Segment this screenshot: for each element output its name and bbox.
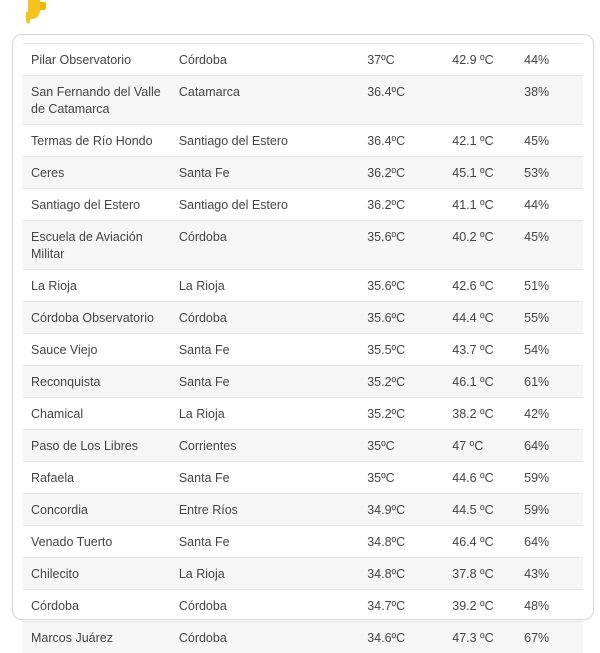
temperature-cell: 35.2ºC [359, 366, 444, 398]
humidity-cell: 59% [516, 494, 583, 526]
humidity-cell: 45% [516, 125, 583, 157]
table-row [23, 558, 583, 590]
temperature-cell: 34.7ºC [359, 590, 444, 622]
thermal-sensation-cell: 42.1 ºC [444, 125, 516, 157]
station-name-cell: Ceres [23, 157, 171, 189]
humidity-cell: 38% [516, 76, 583, 125]
province-cell: Santa Fe [171, 366, 359, 398]
temperature-cell: 35.6ºC [359, 270, 444, 302]
station-name-cell: Escuela de Aviación Militar [23, 221, 171, 270]
thermal-sensation-cell: 47.3 ºC [444, 622, 516, 653]
province-cell: La Rioja [171, 558, 359, 590]
station-name-cell: Córdoba Observatorio [23, 302, 171, 334]
thermal-sensation-cell [444, 76, 516, 125]
humidity-cell: 45% [516, 221, 583, 270]
thermal-sensation-cell: 46.4 ºC [444, 526, 516, 558]
station-name-cell: Santiago del Estero [23, 189, 171, 221]
humidity-cell: 51% [516, 270, 583, 302]
temperature-cell: 37ºC [359, 44, 444, 76]
station-name-cell: San Fernando del Valle de Catamarca [23, 76, 171, 125]
humidity-cell: 59% [516, 462, 583, 494]
table-row [23, 334, 583, 366]
table-row [23, 526, 583, 558]
humidity-cell: 48% [516, 590, 583, 622]
table-row [23, 302, 583, 334]
province-cell: La Rioja [171, 270, 359, 302]
table-row [23, 44, 583, 76]
table-row [23, 76, 583, 125]
humidity-cell: 64% [516, 430, 583, 462]
station-name-cell: La Rioja [23, 270, 171, 302]
table-row [23, 430, 583, 462]
station-name-cell: Córdoba [23, 590, 171, 622]
temperature-table [23, 43, 583, 653]
table-row [23, 494, 583, 526]
thermal-sensation-cell: 45.1 ºC [444, 157, 516, 189]
temperature-cell: 34.8ºC [359, 526, 444, 558]
province-cell: Santa Fe [171, 334, 359, 366]
province-cell: Santa Fe [171, 157, 359, 189]
station-name-cell: Rafaela [23, 462, 171, 494]
temperature-cell: 36.2ºC [359, 157, 444, 189]
humidity-cell: 44% [516, 189, 583, 221]
table-row [23, 125, 583, 157]
province-cell: Catamarca [171, 76, 359, 125]
humidity-cell: 43% [516, 558, 583, 590]
temperature-cell: 35.5ºC [359, 334, 444, 366]
thermal-sensation-cell: 44.6 ºC [444, 462, 516, 494]
humidity-cell: 44% [516, 44, 583, 76]
station-name-cell: Termas de Río Hondo [23, 125, 171, 157]
province-cell: Córdoba [171, 622, 359, 653]
temperature-cell: 36.2ºC [359, 189, 444, 221]
province-cell: La Rioja [171, 398, 359, 430]
temperature-table-card [12, 34, 594, 620]
province-cell: Santiago del Estero [171, 189, 359, 221]
thermal-sensation-cell: 37.8 ºC [444, 558, 516, 590]
temperature-cell: 34.9ºC [359, 494, 444, 526]
station-name-cell: Concordia [23, 494, 171, 526]
temperature-cell: 35.6ºC [359, 302, 444, 334]
temperature-cell: 35ºC [359, 462, 444, 494]
station-name-cell: Chilecito [23, 558, 171, 590]
table-row [23, 590, 583, 622]
humidity-cell: 53% [516, 157, 583, 189]
thermal-sensation-cell: 47 ºC [444, 430, 516, 462]
humidity-cell: 54% [516, 334, 583, 366]
thermal-sensation-cell: 41.1 ºC [444, 189, 516, 221]
table-row [23, 189, 583, 221]
table-row [23, 398, 583, 430]
thermal-sensation-cell: 43.7 ºC [444, 334, 516, 366]
humidity-cell: 55% [516, 302, 583, 334]
thermal-sensation-cell: 42.9 ºC [444, 44, 516, 76]
table-row [23, 157, 583, 189]
station-name-cell: Pilar Observatorio [23, 44, 171, 76]
thermal-sensation-cell: 38.2 ºC [444, 398, 516, 430]
station-name-cell: Reconquista [23, 366, 171, 398]
temperature-cell: 36.4ºC [359, 125, 444, 157]
humidity-cell: 64% [516, 526, 583, 558]
table-row [23, 622, 583, 653]
temperature-cell: 35.2ºC [359, 398, 444, 430]
station-name-cell: Sauce Viejo [23, 334, 171, 366]
province-cell: Córdoba [171, 302, 359, 334]
pointing-hand-emoji-icon [14, 0, 48, 24]
table-row [23, 462, 583, 494]
temperature-cell: 35ºC [359, 430, 444, 462]
province-cell: Santiago del Estero [171, 125, 359, 157]
humidity-cell: 42% [516, 398, 583, 430]
humidity-cell: 61% [516, 366, 583, 398]
station-name-cell: Venado Tuerto [23, 526, 171, 558]
table-row [23, 366, 583, 398]
province-cell: Corrientes [171, 430, 359, 462]
temperature-cell: 36.4ºC [359, 76, 444, 125]
province-cell: Santa Fe [171, 462, 359, 494]
thermal-sensation-cell: 44.4 ºC [444, 302, 516, 334]
thermal-sensation-cell: 40.2 ºC [444, 221, 516, 270]
thermal-sensation-cell: 46.1 ºC [444, 366, 516, 398]
province-cell: Entre Ríos [171, 494, 359, 526]
humidity-cell: 67% [516, 622, 583, 653]
table-row [23, 221, 583, 270]
temperature-cell: 34.6ºC [359, 622, 444, 653]
thermal-sensation-cell: 39.2 ºC [444, 590, 516, 622]
station-name-cell: Chamical [23, 398, 171, 430]
station-name-cell: Paso de Los Libres [23, 430, 171, 462]
province-cell: Córdoba [171, 590, 359, 622]
province-cell: Santa Fe [171, 526, 359, 558]
station-name-cell: Marcos Juárez [23, 622, 171, 653]
province-cell: Córdoba [171, 221, 359, 270]
thermal-sensation-cell: 42.6 ºC [444, 270, 516, 302]
thermal-sensation-cell: 44.5 ºC [444, 494, 516, 526]
table-row [23, 270, 583, 302]
temperature-cell: 34.8ºC [359, 558, 444, 590]
temperature-cell: 35.6ºC [359, 221, 444, 270]
province-cell: Córdoba [171, 44, 359, 76]
